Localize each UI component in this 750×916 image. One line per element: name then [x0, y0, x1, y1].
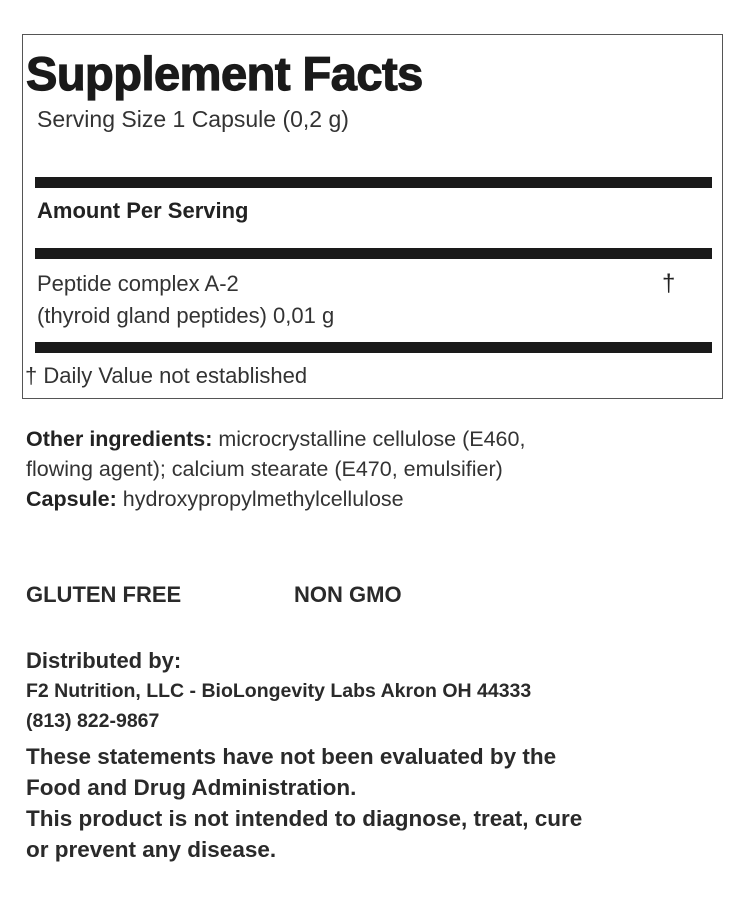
- capsule-text: hydroxypropylmethylcellulose: [116, 487, 404, 511]
- ingredient-row: [37, 268, 334, 332]
- distributor-company: F2 Nutrition, LLC - BioLongevity Labs Akron OH 44333: [26, 680, 532, 702]
- ingredient-amount: (thyroid gland peptides) 0,01 g: [37, 303, 335, 328]
- other-ingredients-line: flowing agent); calcium stearate (E470, emulsifier): [26, 457, 503, 481]
- disclaimer-line: These statements have not been evaluated by the: [26, 744, 557, 769]
- facts-title: Supplement Facts: [26, 47, 423, 100]
- divider-bar: [35, 177, 712, 188]
- distributor-phone: (813) 822-9867: [26, 710, 160, 732]
- gluten-free-claim: GLUTEN FREE: [26, 582, 182, 607]
- divider-bar: [35, 342, 712, 353]
- other-ingredients: [26, 424, 726, 514]
- ingredient-name: Peptide complex A-2: [37, 271, 239, 296]
- daily-value-footnote: † Daily Value not established: [25, 363, 308, 388]
- capsule-line: [26, 484, 726, 514]
- capsule-label: Capsule:: [26, 487, 117, 511]
- non-gmo-claim: NON GMO: [294, 582, 402, 607]
- other-ingredients-line: [26, 424, 726, 454]
- divider-bar: [35, 248, 712, 259]
- disclaimer-line: Food and Drug Administration.: [26, 775, 357, 800]
- other-ingredients-label: Other ingredients:: [26, 427, 213, 451]
- daily-value-dagger: †: [662, 270, 676, 297]
- disclaimer-line: or prevent any disease.: [26, 837, 277, 862]
- other-ingredients-text: microcrystalline cellulose (E460,: [212, 427, 526, 451]
- amount-per-serving-heading: Amount Per Serving: [37, 198, 249, 223]
- serving-size: Serving Size 1 Capsule (0,2 g): [37, 106, 349, 132]
- fda-disclaimer: [26, 741, 736, 865]
- distributed-by-label: Distributed by:: [26, 648, 182, 673]
- supplement-facts-panel: [22, 34, 723, 399]
- disclaimer-line: This product is not intended to diagnose, treat, cure: [26, 806, 583, 831]
